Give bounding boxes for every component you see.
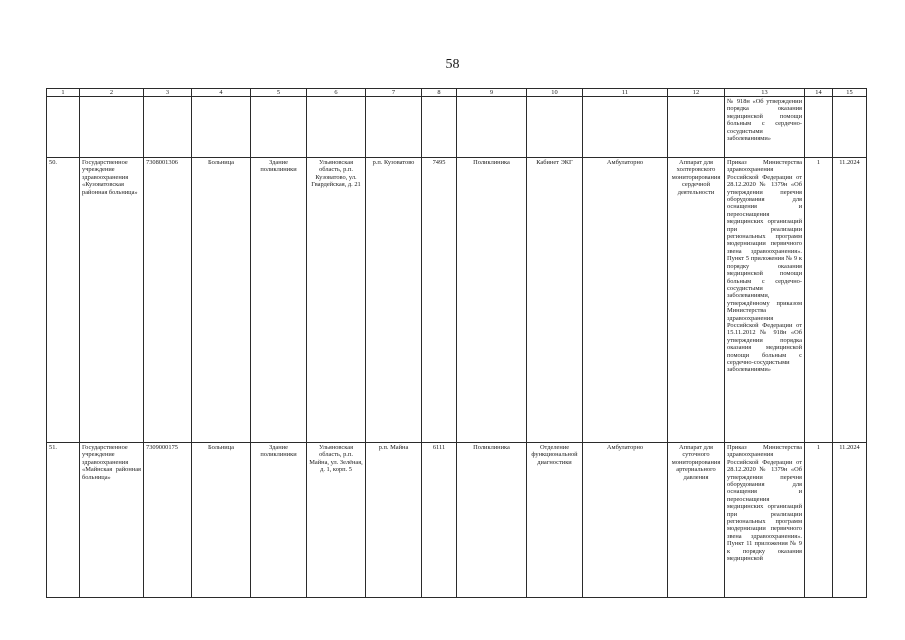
unit-cell: Поликлиника: [457, 158, 527, 443]
quantity-cell: 1: [805, 158, 833, 443]
column-number: 3: [144, 89, 192, 97]
basis-cell: Приказ Министерства здравоохранения Российской Федерации от 28.12.2020 № 1379н «Об утверждении перечня оборудования для оснащения и переоснащения медицинских организаций при реализации региональных программ модернизации первичного звена здравоохранения». Пункт 5 приложения № 9 к порядку оказания медицинской помощи больным с сердечно-сосудистыми заболеваниями, утверждённому приказом Министерства здравоохранения Российской Федерации от 15.11.2012 № 918н «Об утверждении порядка оказания медицинской помощи больным с сердечно-сосудистыми заболеваниями»: [725, 158, 805, 443]
column-number: 11: [583, 89, 668, 97]
organization-cell: Государственное учреждение здравоохранения «Майнская районная больница»: [80, 443, 144, 598]
date-cell: 11.2024: [833, 443, 867, 598]
facility-type-cell: Больница: [192, 158, 251, 443]
building-cell: Здание поликлиники: [251, 158, 307, 443]
column-number: 8: [422, 89, 457, 97]
column-number: 6: [307, 89, 366, 97]
unit-cell: Поликлиника: [457, 443, 527, 598]
column-number: 1: [47, 89, 80, 97]
equipment-table: [46, 88, 867, 598]
column-number: 2: [80, 89, 144, 97]
organization-cell: Государственное учреждение здравоохранения «Кузоватовская районная больница»: [80, 158, 144, 443]
column-number: 12: [668, 89, 725, 97]
table-row-continuation: [47, 97, 867, 158]
device-cell: Аппарат для холтеровского мониторирования сердечной деятельности: [668, 158, 725, 443]
column-number: 13: [725, 89, 805, 97]
table-row: [47, 443, 867, 598]
quantity-cell: 1: [805, 443, 833, 598]
room-cell: Кабинет ЭКГ: [527, 158, 583, 443]
address-cell: Ульяновская область, р.п. Кузоватово, ул. Гвардейская, д. 21: [307, 158, 366, 443]
locality-cell: р.п. Майна: [366, 443, 422, 598]
building-cell: Здание поликлиники: [251, 443, 307, 598]
column-number: 14: [805, 89, 833, 97]
column-number: 15: [833, 89, 867, 97]
basis-cell: № 918н «Об утверждении порядка оказания медицинской помощи больным с сердечно-сосудистыми заболеваниями»: [725, 97, 805, 158]
okato-cell: 7495: [422, 158, 457, 443]
condition-cell: Амбулаторно: [583, 443, 668, 598]
locality-cell: р.п. Кузоватово: [366, 158, 422, 443]
column-number: 9: [457, 89, 527, 97]
device-cell: Аппарат для суточного мониторирования артериального давления: [668, 443, 725, 598]
date-cell: 11.2024: [833, 158, 867, 443]
okato-cell: 6111: [422, 443, 457, 598]
page-number: 58: [445, 57, 460, 72]
column-number: 10: [527, 89, 583, 97]
code-cell: 7309000175: [144, 443, 192, 598]
address-cell: Ульяновская область, р.п. Майна, ул. Зелёная, д. 1, корп. 5: [307, 443, 366, 598]
column-number-row: [47, 89, 867, 97]
table-row: [47, 158, 867, 443]
condition-cell: Амбулаторно: [583, 158, 668, 443]
row-number-cell: 50.: [47, 158, 80, 443]
room-cell: Отделение функциональной диагностики: [527, 443, 583, 598]
code-cell: 7308001306: [144, 158, 192, 443]
column-number: 4: [192, 89, 251, 97]
column-number: 7: [366, 89, 422, 97]
column-number: 5: [251, 89, 307, 97]
basis-cell: Приказ Министерства здравоохранения Российской Федерации от 28.12.2020 № 1379н «Об утверждении перечня оборудования для оснащения и переоснащения медицинских организаций при реализации региональных программ модернизации первичного звена здравоохранения». Пункт 11 приложения № 9 к порядку оказания медицинской: [725, 443, 805, 598]
row-number-cell: 51.: [47, 443, 80, 598]
facility-type-cell: Больница: [192, 443, 251, 598]
